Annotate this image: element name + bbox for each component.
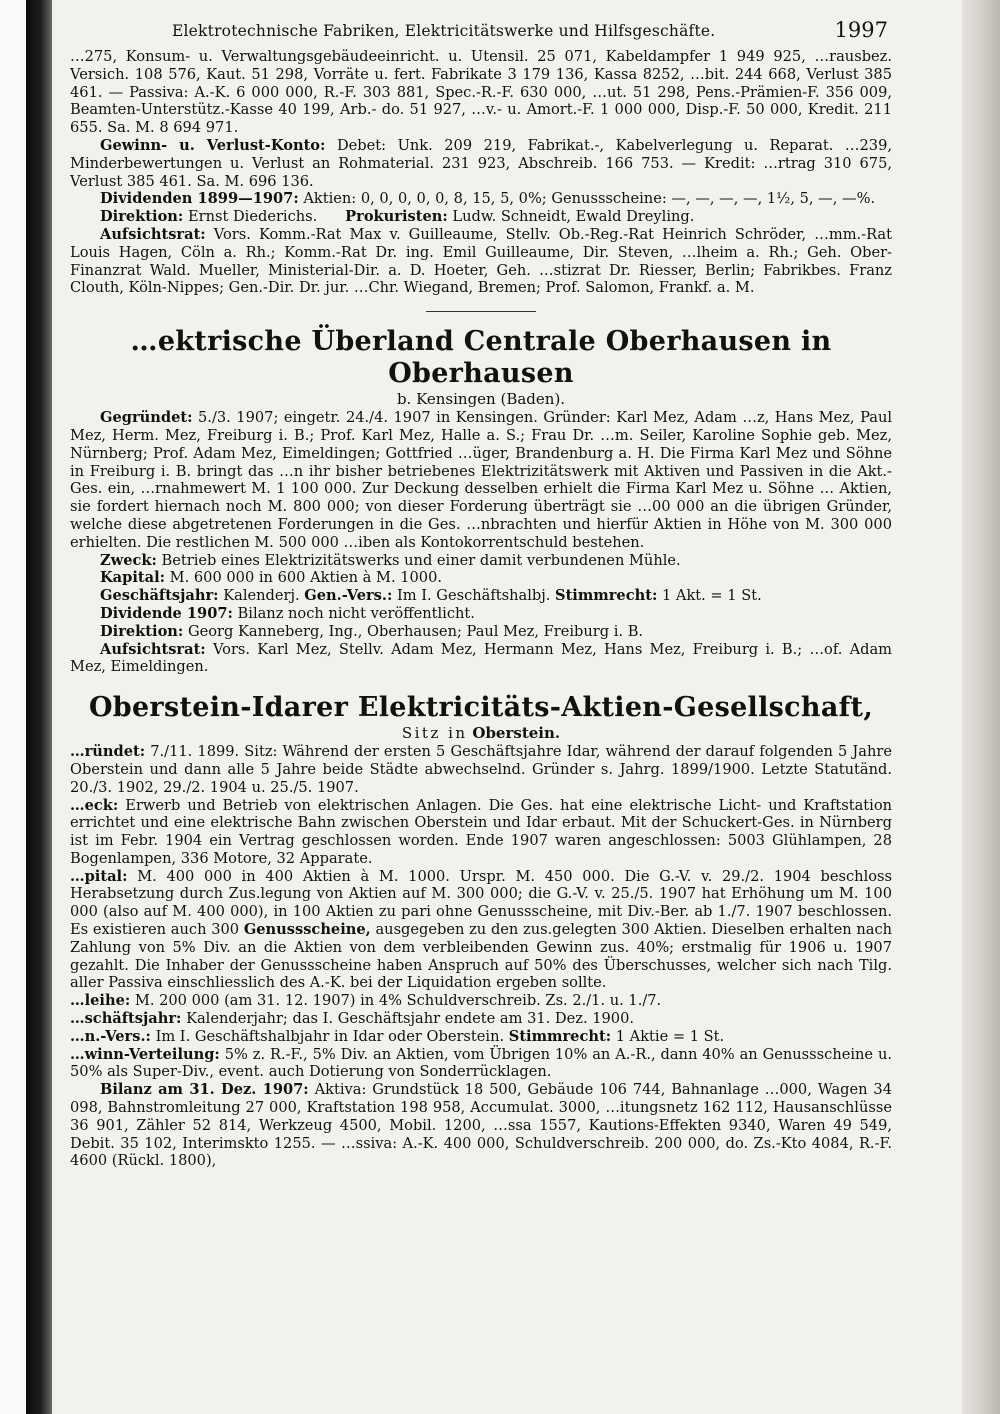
balance-line-3: …bit. 244 668, Verlust 385 461. — Passiva: A.-K. 6 000 000, R.-F. 303 881, Spec.-R.-F. 630 000, (70, 65, 892, 101)
voting-right-text: 1 Akt. = 1 St. (661, 587, 762, 605)
capital (70, 569, 892, 587)
general-meeting-label: Gen.-Vers.: (304, 587, 393, 605)
page-number: 1997 (834, 18, 888, 42)
balance-continuation (70, 48, 892, 137)
management-text: Georg Kanneberg, Ing., Oberhausen; Paul Mez, Freiburg i. B. (187, 622, 644, 640)
founded-text: 7./11. 1899. Sitz: Während der ersten 5 Geschäftsjahre Idar, während der darauf folgenden 5 Jahre Oberstein und dann alle 5 Jahre beide Städte abwechselnd. Gründer s. Jahrg. 1899/1900. Letzte Statutänd. 20./3. 1902, 29./2. 1904 u. 25./5. 1907. (70, 743, 892, 796)
founded-label: Gegründet: (100, 409, 193, 427)
dividends-text: Aktien: 0, 0, 0, 0, 0, 8, 15, 5, 0%; Genussscheine: —, —, —, —, 1½, 5, —, —%. (303, 190, 876, 208)
management-text: Ernst Diederichs. (187, 208, 318, 226)
supervisory-board-label: Aufsichtsrat: (100, 640, 206, 658)
purpose (70, 552, 892, 570)
management-label: Direktion: (100, 622, 184, 640)
management (70, 623, 892, 641)
authorized-officers-text: Ludw. Schneidt, Ewald Dreyling. (452, 208, 695, 226)
capital (70, 868, 892, 993)
company-subtitle: b. Kensingen (Baden). (396, 390, 566, 409)
capital-text-1: M. 400 000 in 400 Aktien à M. 1000. Urspr. M. 450 000. Die G.-V. v. 29./2. 1904 beschloss Herabsetzung durch Zus.legung von Aktien auf M. 300 000; die G.-V. v. 25./5. 1907 hat Erhöhung um M. 100 000 (also auf M. 400 000), in 100 Aktien zu pari ohne Genussscheine, mit Div.-Ber. ab 1./7. 1907 beschlossen. Es existieren auch 300 (70, 867, 892, 939)
scan-right-page-edge (962, 0, 1000, 1414)
capital-bold-term: Genussscheine, (243, 921, 371, 939)
running-title: Elektrotechnische Fabriken, Elektricitätswerke und Hilfsgeschäfte. (172, 22, 716, 40)
fiscal-year-label: …schäftsjahr: (70, 1010, 182, 1028)
purpose (70, 797, 892, 868)
balance-line-2: …rausbez. Versich. 108 576, Kaut. 51 298, Vorräte u. fert. Fabrikate 3 179 136, Kassa 8252, (70, 48, 892, 83)
founded (70, 409, 892, 551)
purpose-label: …eck: (70, 796, 119, 814)
supervisory-board (70, 641, 892, 677)
general-meeting-label: …n.-Vers.: (70, 1027, 151, 1045)
purpose-text: Erwerb und Betrieb von elektrischen Anlagen. Die Ges. hat eine elektrische Licht- und Kraftstation errichtet und eine elektrische Bahn zwischen Oberstein und Idar erbaut. Mit der Schuckert-Ges. in Nürnberg ist im Febr. 1904 ein Vertrag geschlossen worden. Ende 1907 waren angeschlossen: 5003 Glühlampen, 28 Bogenlampen, 336 Motore, 32 Apparate. (70, 796, 892, 867)
capital-text-2: ausgegeben zu den zus.gelegten 300 Aktien. Dieselben erhalten nach Zahlung von 5% Div. an die Aktien von dem verbleibenden Gewinn zus. 40%; erstmalig für 1906 u. 1907 gezahlt. Die Inhaber der Genussscheine haben Anspruch auf 50% des Überschusses, welcher sich nach Tilg. aller Passiva einschliesslich des A.-K. bei der Liquidation ergeben sollte. (70, 921, 892, 992)
general-meeting (70, 1028, 892, 1046)
management (70, 208, 892, 226)
profit-loss-text: Debet: Unk. 209 219, Fabrikat.-, Kabelverlegung u. Reparat. …239, Minderbewertungen u. Verlust an Rohmaterial. 231 923, Abschreib. 166 753. — Kredit: …rtrag 310 675, Verlust 385 461. Sa. M. 696 136. (70, 136, 892, 190)
subtitle-place: Oberstein. (472, 724, 561, 743)
subtitle-prefix: Sitz in (401, 724, 468, 743)
book-binding-shadow (26, 0, 52, 1414)
capital-label: Kapital: (100, 569, 166, 587)
purpose-label: Zweck: (100, 551, 157, 569)
voting-right-label: Stimmrecht: (508, 1027, 612, 1045)
company-entry (70, 743, 892, 1170)
company-entry (70, 409, 892, 676)
fiscal-year-label: Geschäftsjahr: (100, 587, 219, 605)
bond (70, 992, 892, 1010)
profit-loss-label: Gewinn- u. Verlust-Konto: (100, 136, 326, 154)
page-header (70, 18, 892, 48)
company-title: Oberstein-Idarer Elektricitäts-Aktien-Gesellschaft, (88, 692, 874, 724)
document-page (70, 18, 892, 1408)
dividends (70, 190, 892, 208)
general-meeting-text: Im I. Geschäftshalbjahr in Idar oder Oberstein. (155, 1027, 505, 1045)
balance-sheet-label: Bilanz am 31. Dez. 1907: (100, 1081, 309, 1099)
voting-right-text: 1 Aktie = 1 St. (615, 1027, 725, 1045)
management-label: Direktion: (100, 208, 184, 226)
supervisory-board (70, 226, 892, 297)
section-divider (426, 311, 536, 312)
profit-distribution-label: …winn-Verteilung: (70, 1045, 220, 1063)
supervisory-board-label: Aufsichtsrat: (100, 225, 206, 243)
founded-label: …ründet: (70, 743, 146, 761)
profit-distribution (70, 1046, 892, 1082)
scan-left-margin (0, 0, 26, 1414)
profit-loss-account (70, 137, 892, 190)
founded-text: 5./3. 1907; eingetr. 24./4. 1907 in Kensingen. Gründer: Karl Mez, Adam …z, Hans Mez, Paul Mez, Herm. Mez, Freiburg i. B.; Prof. Karl Mez, Halle a. S.; Frau Dr. …m. Seiler, Karoline Sophie geb. Mez, Nürnberg; Prof. Adam Mez, Eimeldingen; Gottfried …üger, Brandenburg a. H. Die Firma Karl Mez und Söhne in Freiburg i. B. bringt das …n ihr bisher betriebenes Elektrizitätswerk mit Aktiven und Passiven in die Akt.-Ges. ein, …rnahmewert M. 1 100 000. Zur Deckung desselben erhielt die Firma Karl Mez u. Söhne … Aktien, sie fordert hiernach noch M. 800 000; von dieser Forderung überträgt sie …00 000 an die übrigen Gründer, welche diese abgetretenen Forderungen in die Ges. …nbrachten und hierfür Aktien in Höhe von M. 300 000 erhielten. Die restlichen M. 500 000 …iben als Kontokorrentschuld bestehen. (70, 409, 892, 551)
balance-sheet (70, 1081, 892, 1170)
fiscal-year (70, 1010, 892, 1028)
balance-sheet-text: Aktiva: Grundstück 18 500, Gebäude 106 744, Bahnanlage …000, Wagen 34 098, Bahnstromleitung 27 000, Kraftstation 198 958, Accumulat. 3000, …itungsnetz 162 112, Hausanschlüsse 36 901, Zähler 52 814, Werkzeug 4500, Mobil. 1200, …ssa 1557, Kautions-Effekten 9340, Waren 49 549, Debit. 35 102, Interimskto 1255. — …ssiva: A.-K. 400 000, Schuldverschreib. 200 000, do. Zs.-Kto 4084, R.-F. 4600 (Rückl. 1800), (70, 1081, 892, 1170)
bond-text: M. 200 000 (am 31. 12. 1907) in 4% Schuldverschreib. Zs. 2./1. u. 1./7. (134, 992, 662, 1010)
section-continuation (70, 48, 892, 297)
company-title: …ektrische Überland Centrale Oberhausen in Oberhausen (130, 326, 832, 390)
founded (70, 743, 892, 796)
balance-line-4: …ut. 51 298, Pens.-Prämien-F. 356 009, Beamten-Unterstütz.-Kasse 40 199, Arb.- do. 51 927, (70, 83, 892, 119)
voting-right-label: Stimmrecht: (555, 587, 658, 605)
capital-label: …pital: (70, 867, 128, 885)
fiscal-year (70, 587, 892, 605)
capital-text: M. 600 000 in 600 Aktien à M. 1000. (169, 569, 443, 587)
supervisory-board-text: Vors. Komm.-Rat Max v. Guilleaume, Stellv. Ob.-Reg.-Rat Heinrich Schröder, …mm.-Rat Louis Hagen, Cöln a. Rh.; Komm.-Rat Dr. ing. Emil Guilleaume, Dir. Steven, …lheim a. Rh.; Geh. Ober-Finanzrat Wald. Mueller, Ministerial-Dir. a. D. Hoeter, Geh. …stizrat Dr. Riesser, Berlin; Fabrikbes. Franz Clouth, Köln-Nippes; Gen.-Dir. Dr. jur. …Chr. Wiegand, Bremen; Prof. Salomon, Frankf. a. M. (70, 225, 892, 297)
dividend-1907 (70, 605, 892, 623)
general-meeting-text: Im I. Geschäftshalbj. (397, 587, 551, 605)
dividend-1907-label: Dividende 1907: (100, 604, 233, 622)
fiscal-year-text: Kalenderj. (223, 587, 300, 605)
bond-label: …leihe: (70, 992, 131, 1010)
profit-distribution-text: 5% z. R.-F., 5% Div. an Aktien, vom Übrigen 10% an A.-R., dann 40% an Genussscheine u. 50% als Super-Div., event. auch Dotierung von Sonderrücklagen. (70, 1045, 892, 1081)
purpose-text: Betrieb eines Elektrizitätswerks und einer damit verbundenen Mühle. (161, 551, 681, 569)
fiscal-year-text: Kalenderjahr; das I. Geschäftsjahr endete am 31. Dez. 1900. (186, 1010, 635, 1028)
dividend-1907-text: Bilanz noch nicht veröffentlicht. (237, 604, 475, 622)
dividends-label: Dividenden 1899—1907: (100, 190, 299, 208)
balance-line-5: …v.- u. Amort.-F. 1 000 000, Disp.-F. 50 000, Kredit. 211 655. Sa. M. 8 694 971. (70, 101, 892, 137)
company-subtitle (70, 724, 892, 742)
balance-line-1: …275, Konsum- u. Verwaltungsgebäudeeinricht. u. Utensil. 25 071, Kabeldampfer 1 949 925, (70, 48, 806, 65)
supervisory-board-text: Vors. Karl Mez, Stellv. Adam Mez, Hermann Mez, Hans Mez, Freiburg i. B.; …of. Adam Mez, Eimeldingen. (70, 640, 892, 676)
authorized-officers-label: Prokuristen: (345, 208, 448, 226)
